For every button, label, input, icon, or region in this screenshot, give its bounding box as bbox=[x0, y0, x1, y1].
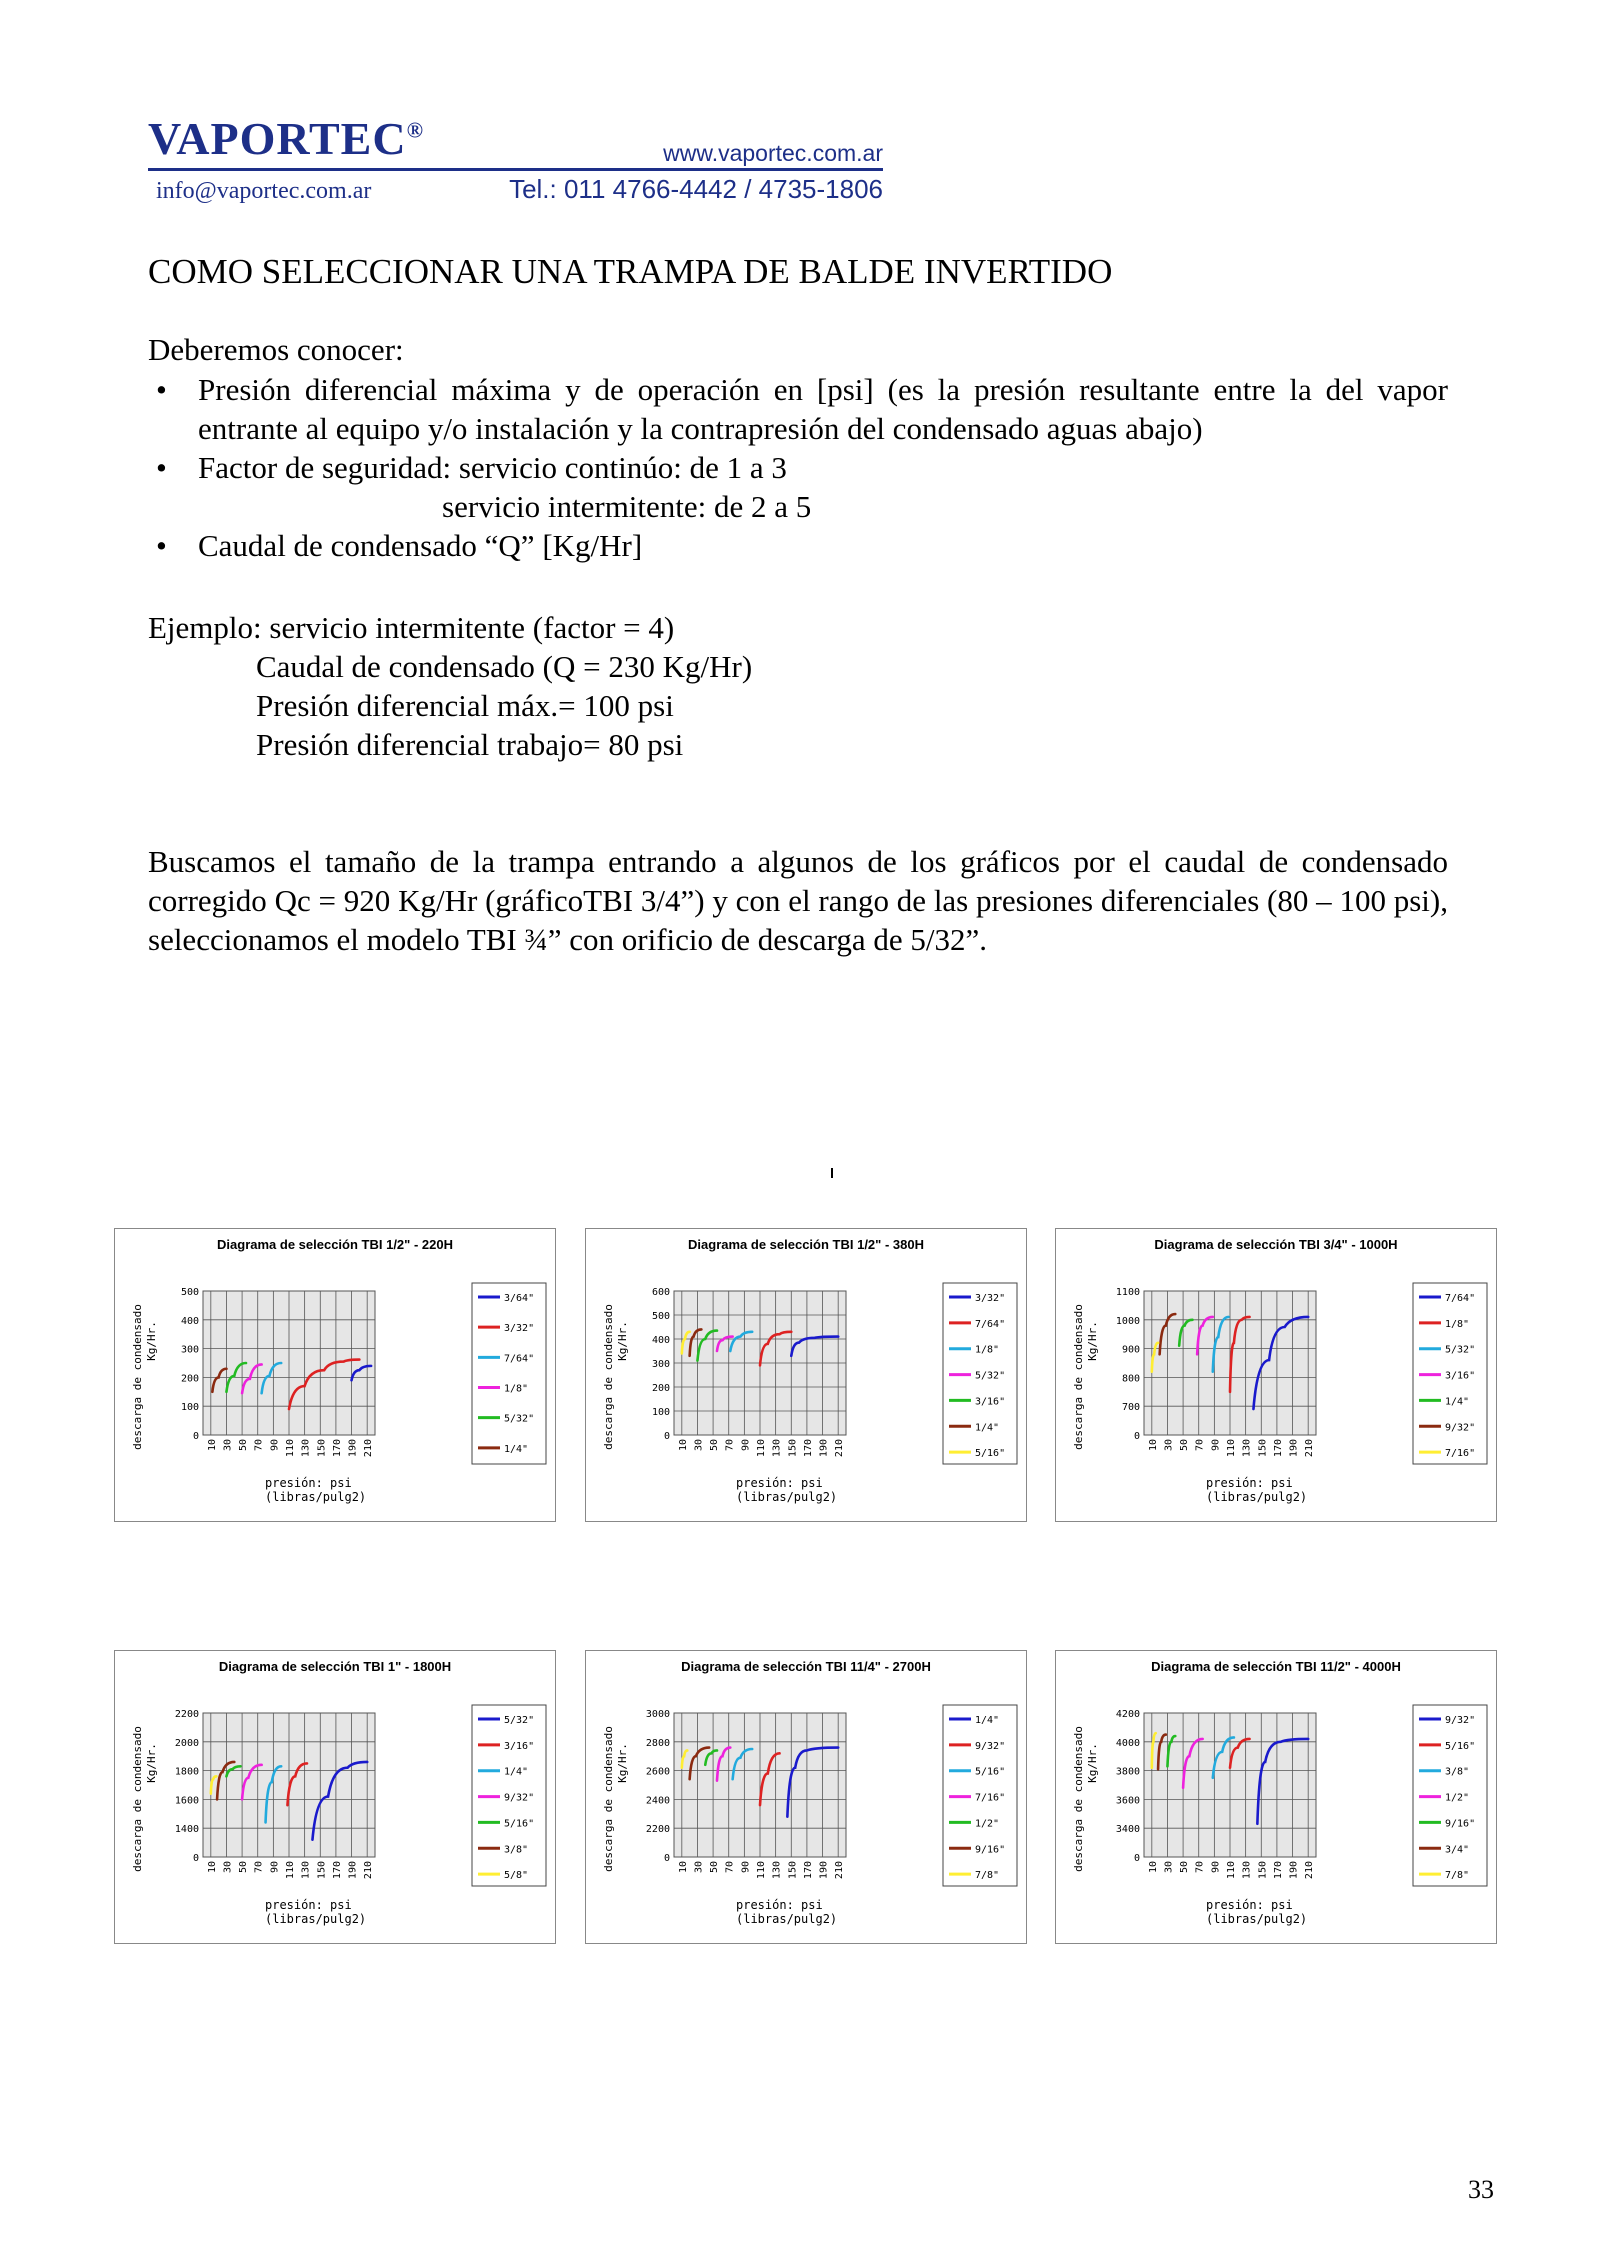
x-tick-label: 170 bbox=[331, 1439, 343, 1458]
y-tick-label: 2800 bbox=[645, 1737, 670, 1749]
bullet-item: • Factor de seguridad: servicio continúo: de 1 a 3 bbox=[156, 450, 787, 485]
x-tick-label: 190 bbox=[818, 1861, 830, 1880]
legend-label: 5/32" bbox=[975, 1370, 1006, 1382]
example-line: Caudal de condensado (Q = 230 Kg/Hr) bbox=[256, 649, 753, 684]
y-tick-label: 1800 bbox=[174, 1766, 199, 1778]
legend-label: 3/32" bbox=[975, 1293, 1006, 1304]
x-tick-label: 210 bbox=[363, 1861, 375, 1880]
legend-label: 1/4" bbox=[504, 1443, 529, 1455]
x-axis-label-unit: (libras/pulg2) bbox=[265, 1490, 367, 1504]
legend-label: 1/4" bbox=[1445, 1396, 1470, 1408]
chart-tbi-3-4-1000h bbox=[1055, 1228, 1497, 1522]
stray-mark bbox=[831, 1168, 833, 1178]
y-tick-label: 2000 bbox=[174, 1737, 199, 1749]
legend-label: 3/4" bbox=[1445, 1844, 1470, 1856]
x-tick-label: 70 bbox=[1194, 1861, 1206, 1874]
legend-label: 5/32" bbox=[504, 1413, 535, 1425]
x-tick-label: 50 bbox=[1179, 1861, 1191, 1874]
legend-label: 3/8" bbox=[1445, 1766, 1470, 1778]
legend-box bbox=[472, 1283, 546, 1464]
y-tick-label: 4200 bbox=[1115, 1709, 1140, 1720]
chart-tbi-1-1-4-2700h bbox=[585, 1650, 1027, 1944]
y-axis-label-unit: Kg/Hr. bbox=[145, 1743, 158, 1783]
y-tick-label: 200 bbox=[180, 1373, 199, 1385]
x-tick-label: 190 bbox=[1288, 1861, 1300, 1880]
legend-label: 7/64" bbox=[1445, 1293, 1476, 1304]
x-axis-label-unit: (libras/pulg2) bbox=[736, 1912, 838, 1926]
y-tick-label: 4000 bbox=[1115, 1737, 1140, 1749]
x-tick-label: 10 bbox=[206, 1861, 218, 1874]
y-tick-label: 1600 bbox=[174, 1795, 199, 1807]
y-tick-label: 0 bbox=[192, 1431, 199, 1442]
chart-tbi-1-2-220h bbox=[114, 1228, 556, 1522]
chart-title: Diagrama de selección TBI 1/2" - 220H bbox=[217, 1237, 453, 1252]
x-tick-label: 110 bbox=[1226, 1439, 1237, 1458]
x-tick-label: 30 bbox=[1163, 1861, 1175, 1874]
x-tick-label: 10 bbox=[677, 1861, 689, 1874]
x-tick-label: 110 bbox=[756, 1861, 767, 1880]
legend-label: 1/2" bbox=[1445, 1792, 1470, 1804]
phone-number: Tel.: 011 4766-4442 / 4735-1806 bbox=[509, 174, 883, 204]
x-tick-label: 110 bbox=[756, 1439, 767, 1458]
legend-label: 3/16" bbox=[975, 1396, 1006, 1408]
bullet-item: • Caudal de condensado “Q” [Kg/Hr] bbox=[156, 528, 643, 563]
y-tick-label: 400 bbox=[651, 1335, 670, 1346]
x-tick-label: 50 bbox=[238, 1439, 250, 1452]
x-tick-label: 170 bbox=[331, 1861, 343, 1880]
y-tick-label: 3800 bbox=[1115, 1766, 1140, 1778]
x-tick-label: 50 bbox=[709, 1861, 721, 1874]
y-axis-label-unit: Kg/Hr. bbox=[616, 1321, 629, 1361]
y-tick-label: 500 bbox=[180, 1287, 199, 1298]
header-rule bbox=[148, 168, 883, 171]
x-tick-label: 30 bbox=[222, 1861, 234, 1874]
x-tick-label: 90 bbox=[740, 1439, 752, 1452]
intro-text: Deberemos conocer: bbox=[148, 332, 404, 367]
legend-label: 9/16" bbox=[975, 1844, 1006, 1856]
x-tick-label: 130 bbox=[300, 1861, 312, 1880]
y-axis-label: descarga de condensado bbox=[1072, 1304, 1085, 1450]
legend-label: 1/2" bbox=[975, 1818, 1000, 1830]
x-tick-label: 50 bbox=[709, 1439, 721, 1452]
x-axis-label: presión: psi bbox=[265, 1476, 352, 1490]
x-tick-label: 150 bbox=[1257, 1861, 1269, 1880]
legend-label: 7/8" bbox=[975, 1870, 1000, 1882]
chart-tbi-1-2-380h bbox=[585, 1228, 1027, 1522]
x-tick-label: 50 bbox=[1179, 1439, 1191, 1452]
y-tick-label: 2400 bbox=[645, 1795, 670, 1807]
y-tick-label: 1400 bbox=[174, 1824, 199, 1836]
legend-label: 3/32" bbox=[504, 1323, 535, 1335]
y-tick-label: 900 bbox=[1121, 1344, 1140, 1356]
y-axis-label-unit: Kg/Hr. bbox=[616, 1743, 629, 1783]
chart-tbi-1-1-2-4000h bbox=[1055, 1650, 1497, 1944]
x-axis-label-unit: (libras/pulg2) bbox=[736, 1490, 838, 1504]
x-tick-label: 150 bbox=[1257, 1439, 1269, 1458]
legend-label: 7/16" bbox=[975, 1792, 1006, 1804]
legend-label: 5/16" bbox=[975, 1448, 1006, 1460]
y-tick-label: 3400 bbox=[1115, 1824, 1140, 1836]
x-tick-label: 150 bbox=[316, 1861, 328, 1880]
x-axis-label: presión: psi bbox=[736, 1898, 823, 1912]
example-line: Presión diferencial trabajo= 80 psi bbox=[256, 727, 684, 762]
legend-label: 7/64" bbox=[975, 1318, 1006, 1330]
x-tick-label: 110 bbox=[285, 1861, 296, 1880]
chart-title: Diagrama de selección TBI 1/2" - 380H bbox=[688, 1237, 924, 1252]
legend-label: 5/8" bbox=[504, 1870, 529, 1882]
y-tick-label: 700 bbox=[1121, 1402, 1140, 1414]
x-tick-label: 90 bbox=[740, 1861, 752, 1874]
x-tick-label: 110 bbox=[1226, 1861, 1237, 1880]
email-link[interactable]: info@vaportec.com.ar bbox=[156, 178, 372, 204]
x-axis-label-unit: (libras/pulg2) bbox=[265, 1912, 367, 1926]
legend-label: 7/8" bbox=[1445, 1870, 1470, 1882]
x-tick-label: 190 bbox=[347, 1861, 359, 1880]
y-axis-label: descarga de condensado bbox=[131, 1304, 144, 1450]
company-logo: VAPORTEC® bbox=[148, 113, 425, 164]
page-number: 33 bbox=[1468, 2175, 1494, 2204]
y-axis-label: descarga de condensado bbox=[131, 1726, 144, 1872]
chart-title: Diagrama de selección TBI 3/4" - 1000H bbox=[1154, 1237, 1398, 1252]
x-tick-label: 10 bbox=[1147, 1439, 1159, 1452]
x-tick-label: 130 bbox=[1241, 1861, 1253, 1880]
y-tick-label: 200 bbox=[651, 1383, 670, 1394]
x-tick-label: 210 bbox=[363, 1439, 375, 1458]
y-tick-label: 500 bbox=[651, 1311, 670, 1322]
legend-label: 9/32" bbox=[1445, 1715, 1476, 1726]
y-tick-label: 3600 bbox=[1115, 1795, 1140, 1807]
chart-title: Diagrama de selección TBI 11/4" - 2700H bbox=[681, 1659, 931, 1674]
letterhead bbox=[148, 112, 883, 212]
x-tick-label: 90 bbox=[269, 1861, 281, 1874]
x-axis-label: presión: psi bbox=[736, 1476, 823, 1490]
y-tick-label: 0 bbox=[663, 1853, 670, 1864]
chart-title: Diagrama de selección TBI 1" - 1800H bbox=[218, 1659, 452, 1674]
page-title: COMO SELECCIONAR UNA TRAMPA DE BALDE INVERTIDO bbox=[148, 252, 1113, 291]
legend-label: 5/32" bbox=[504, 1715, 535, 1726]
x-tick-label: 210 bbox=[1304, 1439, 1316, 1458]
x-tick-label: 30 bbox=[1163, 1439, 1175, 1452]
x-axis-label-unit: (libras/pulg2) bbox=[1206, 1490, 1308, 1504]
y-tick-label: 0 bbox=[1133, 1853, 1140, 1864]
x-axis-label: presión: psi bbox=[265, 1898, 352, 1912]
legend-label: 1/4" bbox=[504, 1766, 529, 1778]
legend-label: 5/32" bbox=[1445, 1344, 1476, 1356]
x-tick-label: 50 bbox=[238, 1861, 250, 1874]
legend-label: 5/16" bbox=[504, 1818, 535, 1830]
y-tick-label: 100 bbox=[180, 1402, 199, 1414]
example-line: Ejemplo: servicio intermitente (factor = 4) bbox=[148, 610, 675, 645]
y-axis-label-unit: Kg/Hr. bbox=[1086, 1321, 1099, 1361]
legend-label: 9/16" bbox=[1445, 1818, 1476, 1830]
y-tick-label: 0 bbox=[1133, 1431, 1140, 1442]
x-tick-label: 130 bbox=[1241, 1439, 1253, 1458]
y-tick-label: 300 bbox=[651, 1359, 670, 1370]
website-link[interactable]: www.vaportec.com.ar bbox=[663, 140, 883, 166]
legend-label: 1/8" bbox=[975, 1344, 1000, 1356]
x-axis-label: presión: psi bbox=[1206, 1898, 1293, 1912]
x-tick-label: 30 bbox=[693, 1439, 705, 1452]
x-tick-label: 110 bbox=[285, 1439, 296, 1458]
legend-label: 9/32" bbox=[975, 1740, 1006, 1752]
x-tick-label: 10 bbox=[206, 1439, 218, 1452]
x-tick-label: 170 bbox=[802, 1439, 814, 1458]
x-tick-label: 10 bbox=[677, 1439, 689, 1452]
y-tick-label: 2200 bbox=[645, 1824, 670, 1836]
y-tick-label: 800 bbox=[1121, 1373, 1140, 1385]
y-tick-label: 2600 bbox=[645, 1766, 670, 1778]
x-tick-label: 130 bbox=[771, 1861, 783, 1880]
x-axis-label: presión: psi bbox=[1206, 1476, 1293, 1490]
y-axis-label: descarga de condensado bbox=[602, 1726, 615, 1872]
x-tick-label: 190 bbox=[347, 1439, 359, 1458]
y-axis-label-unit: Kg/Hr. bbox=[145, 1321, 158, 1361]
example-line: Presión diferencial máx.= 100 psi bbox=[256, 688, 674, 723]
x-tick-label: 70 bbox=[724, 1439, 736, 1452]
x-tick-label: 170 bbox=[802, 1861, 814, 1880]
y-tick-label: 3000 bbox=[645, 1709, 670, 1720]
legend-label: 7/16" bbox=[1445, 1448, 1476, 1460]
body-paragraph: Buscamos el tamaño de la trampa entrando a algunos de los gráficos por el caudal de condensado corregido Qc = 920 Kg/Hr (gráficoTBI 3/4”) y con el rango de las presiones diferenciales (80 – 100 psi), seleccionamos el modelo TBI ¾” con orificio de descarga de 5/32”. bbox=[148, 844, 1448, 957]
x-tick-label: 90 bbox=[269, 1439, 281, 1452]
x-tick-label: 170 bbox=[1272, 1861, 1284, 1880]
x-tick-label: 130 bbox=[771, 1439, 783, 1458]
legend-label: 1/8" bbox=[504, 1383, 529, 1395]
y-tick-label: 1000 bbox=[1115, 1315, 1140, 1327]
factor-intermittent: servicio intermitente: de 2 a 5 bbox=[442, 489, 812, 524]
x-tick-label: 190 bbox=[818, 1439, 830, 1458]
x-tick-label: 70 bbox=[724, 1861, 736, 1874]
y-tick-label: 0 bbox=[663, 1431, 670, 1442]
x-tick-label: 70 bbox=[253, 1439, 265, 1452]
x-tick-label: 70 bbox=[253, 1861, 265, 1874]
y-axis-label-unit: Kg/Hr. bbox=[1086, 1743, 1099, 1783]
y-tick-label: 0 bbox=[192, 1853, 199, 1864]
x-tick-label: 90 bbox=[1210, 1861, 1222, 1874]
chart-title: Diagrama de selección TBI 11/2" - 4000H bbox=[1151, 1659, 1401, 1674]
y-axis-label: descarga de condensado bbox=[1072, 1726, 1085, 1872]
y-tick-label: 300 bbox=[180, 1344, 199, 1356]
legend-label: 9/32" bbox=[504, 1792, 535, 1804]
legend-label: 3/8" bbox=[504, 1844, 529, 1856]
y-tick-label: 2200 bbox=[174, 1709, 199, 1720]
legend-label: 3/16" bbox=[504, 1740, 535, 1752]
y-tick-label: 400 bbox=[180, 1315, 199, 1327]
x-tick-label: 150 bbox=[787, 1861, 799, 1880]
x-tick-label: 70 bbox=[1194, 1439, 1206, 1452]
x-tick-label: 210 bbox=[834, 1439, 846, 1458]
x-tick-label: 150 bbox=[316, 1439, 328, 1458]
x-tick-label: 90 bbox=[1210, 1439, 1222, 1452]
y-tick-label: 100 bbox=[651, 1407, 670, 1418]
y-tick-label: 600 bbox=[651, 1287, 670, 1298]
x-tick-label: 170 bbox=[1272, 1439, 1284, 1458]
x-tick-label: 30 bbox=[693, 1861, 705, 1874]
legend-label: 7/64" bbox=[504, 1353, 535, 1365]
x-tick-label: 30 bbox=[222, 1439, 234, 1452]
bullet-item: • Presión diferencial máxima y de operación en [psi] (es la presión resultante entre la del vapor entrante al equipo y/o instalación y la contrapresión del condensado aguas abajo) bbox=[156, 372, 1448, 446]
legend-label: 5/16" bbox=[1445, 1740, 1476, 1752]
x-tick-label: 150 bbox=[787, 1439, 799, 1458]
legend-label: 5/16" bbox=[975, 1766, 1006, 1778]
x-axis-label-unit: (libras/pulg2) bbox=[1206, 1912, 1308, 1926]
legend-label: 1/8" bbox=[1445, 1318, 1470, 1330]
y-tick-label: 1100 bbox=[1115, 1287, 1140, 1298]
x-tick-label: 10 bbox=[1147, 1861, 1159, 1874]
legend-label: 3/16" bbox=[1445, 1370, 1476, 1382]
chart-tbi-1-1800h bbox=[114, 1650, 556, 1944]
x-tick-label: 130 bbox=[300, 1439, 312, 1458]
legend-label: 3/64" bbox=[504, 1293, 535, 1304]
legend-label: 9/32" bbox=[1445, 1422, 1476, 1434]
legend-label: 1/4" bbox=[975, 1715, 1000, 1726]
legend-label: 1/4" bbox=[975, 1422, 1000, 1434]
x-tick-label: 210 bbox=[1304, 1861, 1316, 1880]
x-tick-label: 190 bbox=[1288, 1439, 1300, 1458]
y-axis-label: descarga de condensado bbox=[602, 1304, 615, 1450]
x-tick-label: 210 bbox=[834, 1861, 846, 1880]
